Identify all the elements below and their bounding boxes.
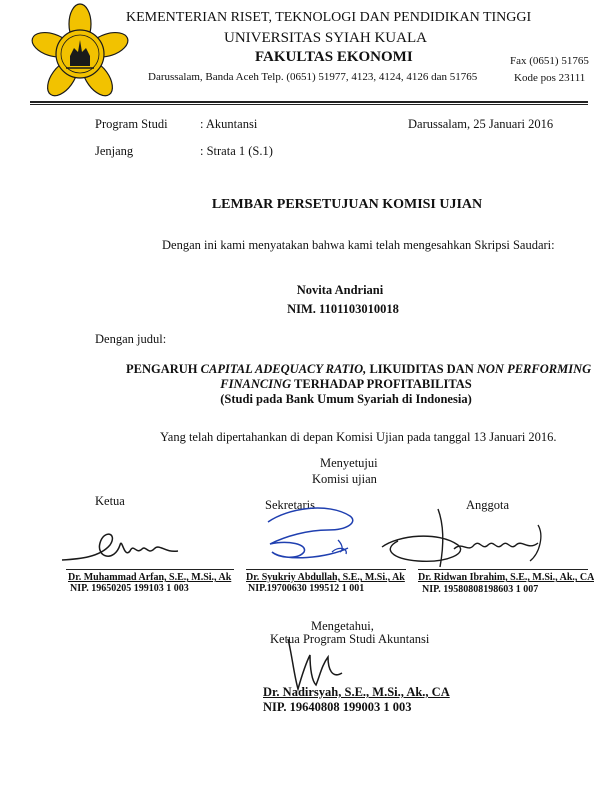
student-nim: NIM. 1101103010018 (287, 302, 399, 316)
chair-signature-line (66, 569, 234, 570)
judul-label: Dengan judul: (95, 332, 167, 346)
member-name: Dr. Ridwan Ibrahim, S.E., M.Si., Ak., CA (418, 572, 594, 583)
chair-role: Ketua (95, 494, 125, 508)
header-rule-thin (30, 104, 588, 105)
intro-text: Dengan ini kami menyatakan bahwa kami telah mengesahkan Skripsi Saudari: (162, 238, 555, 252)
thesis-title-part: PENGARUH (126, 362, 201, 376)
thesis-title-part: TERHADAP PROFITABILITAS (291, 377, 472, 391)
secretary-signature (258, 500, 378, 570)
acknowledge-role: Ketua Program Studi Akuntansi (270, 632, 430, 646)
level-label: Jenjang (95, 144, 134, 158)
member-nip: NIP. 19580808198603 1 007 (422, 584, 539, 595)
thesis-title-line1 (126, 362, 591, 377)
member-role: Anggota (466, 498, 510, 512)
defense-statement: Yang telah dipertahankan di depan Komisi Ujian pada tanggal 13 Januari 2016. (160, 430, 557, 444)
secretary-name: Dr. Syukriy Abdullah, S.E., M.Si., Ak (246, 572, 405, 583)
student-name: Novita Andriani (296, 283, 384, 297)
acknowledge-label: Mengetahui, (311, 619, 374, 633)
thesis-title-italic: FINANCING (220, 377, 292, 391)
program-value: : Akuntansi (200, 117, 258, 131)
faculty-name: FAKULTAS EKONOMI (255, 49, 413, 65)
address: Darussalam, Banda Aceh Telp. (0651) 51977, 4123, 4124, 4126 dan 51765 (148, 71, 478, 83)
document-title: LEMBAR PERSETUJUAN KOMISI UJIAN (211, 197, 483, 212)
postcode: Kode pos 23111 (514, 72, 586, 84)
thesis-title-italic: NON PERFORMING (476, 362, 592, 376)
chair-name: Dr. Muhammad Arfan, S.E., M.Si., Ak (68, 572, 232, 583)
thesis-subtitle: (Studi pada Bank Umum Syariah di Indonesia) (220, 392, 472, 406)
chair-nip: NIP. 19650205 199103 1 003 (70, 583, 189, 594)
secretary-nip: NIP.19700630 199512 1 001 (248, 583, 365, 594)
secretary-role: Sekretaris (265, 498, 315, 512)
fax-number: Fax (0651) 51765 (510, 55, 589, 67)
university-name: UNIVERSITAS SYIAH KUALA (224, 30, 427, 46)
member-signature (378, 505, 558, 575)
head-nip: NIP. 19640808 199003 1 003 (263, 700, 412, 714)
secretary-signature-line (246, 569, 406, 570)
committee-label: Komisi ujian (312, 472, 377, 486)
thesis-title-italic: CAPITAL ADEQUACY RATIO, (200, 362, 367, 376)
ministry-name: KEMENTERIAN RISET, TEKNOLOGI DAN PENDIDIKAN TINGGI (126, 10, 532, 25)
thesis-title-part: LIKUIDITAS DAN (366, 362, 477, 376)
place-date: Darussalam, 25 Januari 2016 (408, 117, 554, 131)
approve-label: Menyetujui (320, 456, 378, 470)
university-logo (30, 2, 130, 102)
head-name: Dr. Nadirsyah, S.E., M.Si., Ak., CA (263, 685, 450, 699)
program-label: Program Studi (95, 117, 168, 131)
level-value: : Strata 1 (S.1) (200, 144, 273, 158)
thesis-title-line2 (220, 377, 471, 392)
member-signature-line (418, 569, 588, 570)
header-rule (30, 101, 588, 103)
chair-signature (60, 515, 180, 575)
